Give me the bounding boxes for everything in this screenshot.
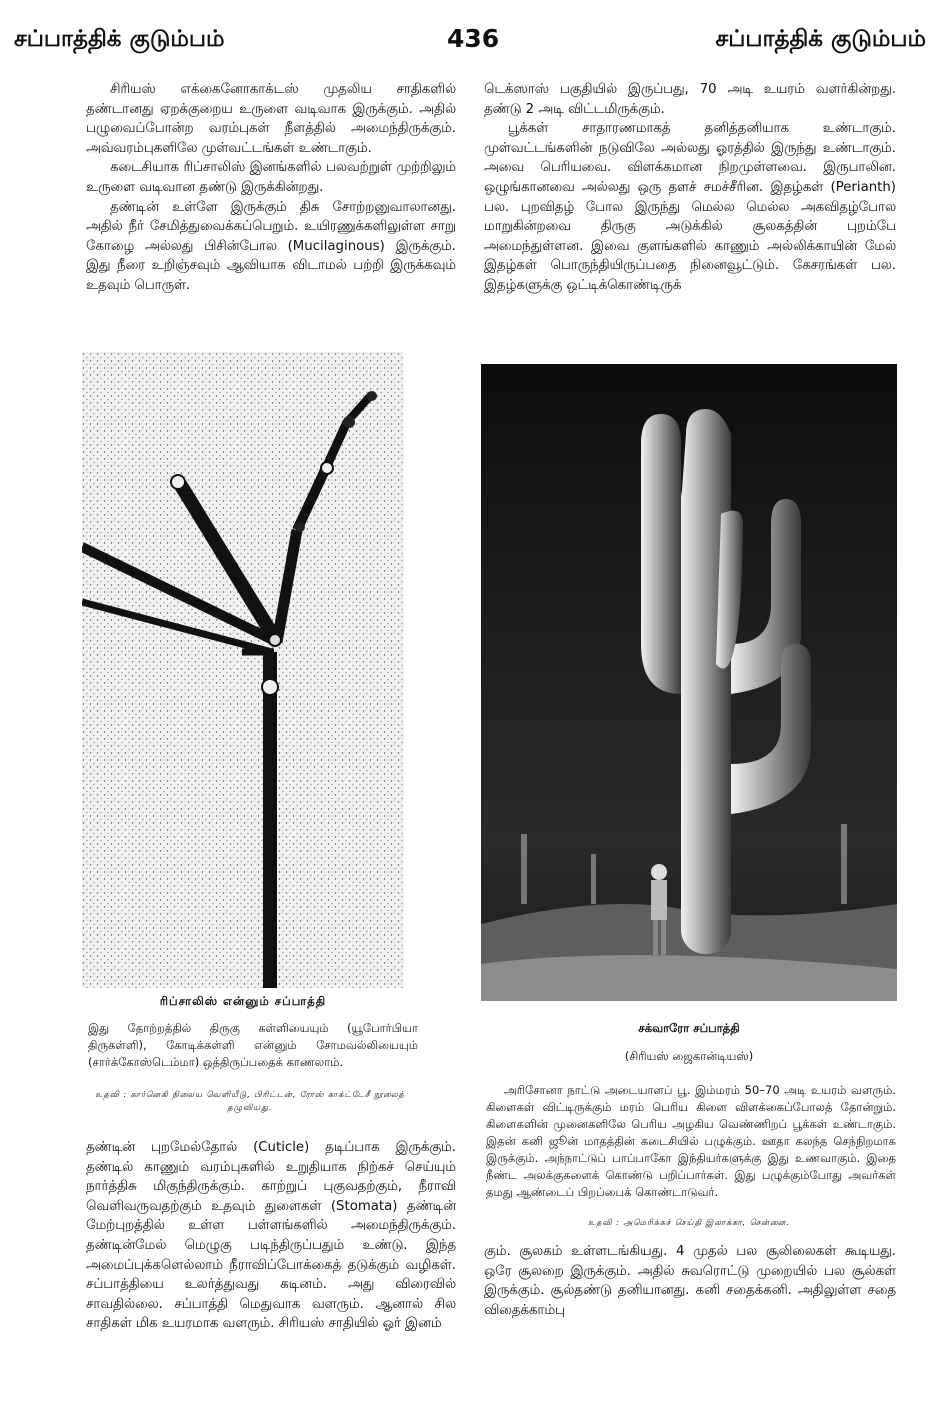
running-header-left: சப்பாத்திக் குடும்பம் <box>14 26 225 52</box>
left-column-bottom-text <box>86 1138 456 1334</box>
right-figure-caption-sub: (சிரியஸ் ஜைகான்டியஸ்) <box>624 1049 754 1063</box>
paragraph: கும். சூலகம் உள்ளடங்கியது. 4 முதல் பல சூலிலைகள் கூடியது. ஒரே சூலறை இருக்கும். அதில் சுவரொட்டு முறையில் பல சூல்கள் இருக்கும். சூல்தண்டு தனியானது. கனி சதைக்கனி. அதிலுள்ள சதை விதைக்காம்பு <box>484 1244 896 1318</box>
running-header-right: சப்பாத்திக் குடும்பம் <box>715 26 926 52</box>
paragraph: பூக்கள் சாதாரணமாகத் தனித்தனியாக உண்டாகும். முள்வட்டங்களின் நடுவிலே அல்லது ஓரத்தில் இருந்து உண்டாகும். அவை பெரியவை. விளக்கமான நிறமுள்ளவை. இருபாலின. ஒழுங்கானவை அல்லது ஒரு தளச் சமச்சீரின. இதழ்கள் (Perianth) பல. புறவிதழ் போல இருந்து மெல்ல மெல்ல அகவிதழ்போல மாறுகின்றவை திருகு அடுக்கில் சூலகத்தின் புறம்பே அமைந்துள்ளன. இவை குளங்களில் காணும் அல்லிக்காயின் மேல் இதழ்கள் பொருந்தியிருப்பதை நினைவூட்டும். கேசரங்கள் பல. இதழ்களுக்கு ஒட்டிக்கொண்டிருக் <box>484 121 896 293</box>
paragraph: கடைசியாக ரிப்சாலிஸ் இனங்களில் பலவற்றுள் முற்றிலும் உருளை வடிவான தண்டு இருக்கின்றது. <box>86 160 456 195</box>
paragraph: சிரியஸ் எக்கைனோகாக்டஸ் முதலிய சாதிகளில் தண்டானது ஏறக்குறைய உருளை வடிவாக இருக்கும். அதில் பழுவைப்போன்ற வரம்புகள் நீளத்தில் அமைந்திருக்கும். அவ்வரம்புகளிலே முள்வட்டங்கள் உண்டாகும். <box>86 82 456 156</box>
page-number: 436 <box>447 24 500 53</box>
left-column-top-text <box>86 80 456 296</box>
right-column-top-text <box>484 80 896 296</box>
left-figure-credit: உதவி : கார்னெகி நிலைய வெளியீடு, பிரிட்டன், ரோஸ் காக்ட்டேசீ நூலைத் தழுவியது. <box>95 1090 405 1112</box>
paragraph: தண்டின் புறமேல்தோல் (Cuticle) தடிப்பாக இருக்கும். தண்டில் காணும் வரம்புகளில் உறுதியாக நிற்கச் செய்யும் நார்த்திசு மிகுந்திருக்கும். காற்றுப் புகுவதற்கும், நீராவி வெளிவருவதற்கும் உதவும் துளைகள் (Stomata) தண்டின் மேற்புறத்தில் உள்ள பள்ளங்களில் அமைந்திருக்கும். தண்டின்மேல் மெழுகு படிந்திருப்பதும் உண்டு. இந்த அமைப்புக்களெல்லாம் நீராவிப்போக்கைத் தடுக்கும் வழிகள். சப்பாத்தியை உலர்த்துவது கடினம். அது விரைவில் சாவதில்லை. சப்பாத்தி மெதுவாக வளரும். ஆனால் சில சாதிகள் மிக உயரமாக வளரும். சிரியஸ் சாதியில் ஓர் இனம் <box>86 1140 456 1332</box>
left-figure-caption-title: ரிப்சாலிஸ் என்னும் சப்பாத்தி <box>159 994 327 1008</box>
right-figure-caption-body: அரிசோனா நாட்டு அடையாளப் பூ. இம்மரம் 50–70 அடி உயரம் வளரும். கிளைகள் விட்டிருக்கும் மரம் பெரிய கிளை விளக்கைப்போலத் தோன்றும். கிளைகளின் முனைகளிலே பெரிய அழகிய வெண்ணிறப் பூக்கள் உண்டாகும். இதன் கனி ஜூன் மாதத்தின் கடைசியில் பழுக்கும். ஊதா கலந்த செந்நிறமாக இருக்கும். அந்நாட்டுப் பாப்பாகோ இந்தியர்களுக்கு இது உணவாகும். இதை நீண்ட அலக்குகளைக் கொண்டு பறிப்பார்கள். இது பழுக்கும்போது அவர்கள் தமது ஆண்டைப் பிறப்பைக் கொண்டாடுவர். <box>486 1083 896 1199</box>
left-figure-caption-body: இது தோற்றத்தில் திருகு கள்ளியையும் (யூபோர்பியா திருகள்ளி), கோடிக்கள்ளி என்னும் சோமவல்லியையும் (சார்க்கோஸ்டெம்மா) ஒத்திருப்பதைக் காணலாம். <box>88 1021 418 1069</box>
paragraph: தண்டின் உள்ளே இருக்கும் திசு சோற்றனுவாலானது. அதில் நீர் சேமித்துவைக்கப்பெறும். உயிரணுக்களிலுள்ள சாறு கோழை அல்லது பிசின்போல (Mucilaginous) இருக்கும். இது நீரை உறிஞ்சவும் ஆவியாக விடாமல் பற்றி இருக்கவும் உதவும் பொருள். <box>86 199 456 293</box>
right-figure-credit: உதவி : அமெரிக்கச் செய்தி இலாக்கா, சென்னை. <box>588 1218 790 1227</box>
saguaro-photo <box>481 364 897 1001</box>
rhipsalis-photo <box>82 352 404 988</box>
right-figure-caption-title: சக்வாரோ சப்பாத்தி <box>638 1021 740 1035</box>
paragraph: டெக்ஸாஸ் பகுதியில் இருப்பது, 70 அடி உயரம் வளர்கின்றது. தண்டு 2 அடி விட்டமிருக்கும். <box>484 82 896 117</box>
right-column-bottom-text <box>484 1242 896 1320</box>
